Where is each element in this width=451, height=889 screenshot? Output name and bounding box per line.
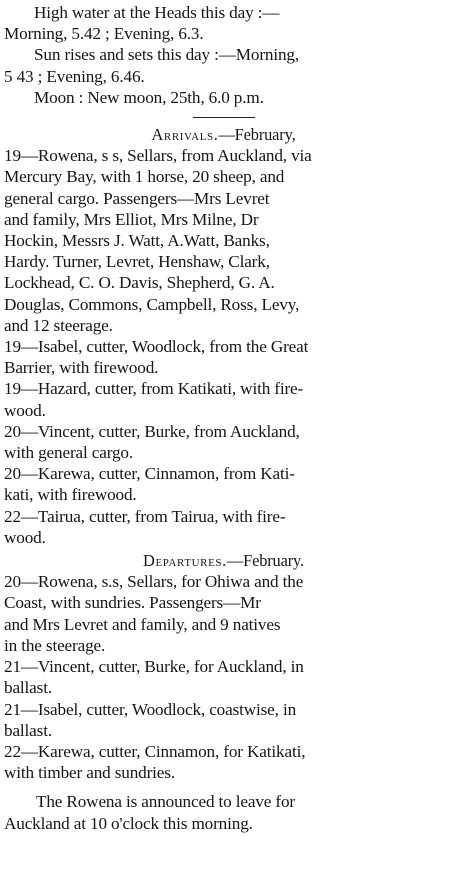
closing-notice-continued: [4, 813, 443, 834]
entry-line: 20—Karewa, cutter, Cinnamon, from Kati-: [4, 464, 295, 484]
sun-line: Sun rises and sets this day :—Morning,: [34, 45, 299, 65]
entry-line: kati, with firewood.: [4, 485, 137, 505]
entry-line: and family, Mrs Elliot, Mrs Milne, Dr: [4, 209, 259, 229]
entry-line: in the steerage.: [4, 635, 106, 655]
departures-heading: [4, 550, 443, 571]
entry-line: Barrier, with firewood.: [4, 358, 159, 378]
arrivals-heading: [4, 124, 443, 145]
arrival-entry: [4, 506, 443, 548]
entry-line: Mercury Bay, with 1 horse, 20 sheep, and: [4, 167, 285, 187]
entry-line: Hardy. Turner, Levret, Henshaw, Clark,: [4, 252, 270, 272]
entry-line: ballast.: [4, 678, 52, 698]
departure-entry: [4, 656, 443, 698]
entry-line: with timber and sundries.: [4, 763, 175, 783]
entry-line: Douglas, Commons, Campbell, Ross, Levy,: [4, 294, 300, 314]
entry-line: Coast, with sundries. Passengers—Mr: [4, 593, 261, 613]
high-water-times-line: Morning, 5.42 ; Evening, 6.3.: [4, 24, 204, 44]
entry-line: 19—Isabel, cutter, Woodlock, from the Great: [4, 337, 309, 357]
moon-line: Moon : New moon, 25th, 6.0 p.m.: [34, 87, 264, 107]
entry-line: 19—Hazard, cutter, from Katikati, with fire-: [4, 379, 304, 399]
entry-line: with general cargo.: [4, 443, 134, 463]
entry-line: 21—Vincent, cutter, Burke, for Auckland, in: [4, 657, 304, 677]
high-water-notice: [4, 2, 443, 23]
entry-line: Lockhead, C. O. Davis, Shepherd, G. A.: [4, 273, 275, 293]
departure-entry: [4, 699, 443, 741]
closing-line: The Rowena is announced to leave for: [36, 792, 296, 812]
arrival-entry: [4, 378, 443, 420]
departure-entry: [4, 741, 443, 783]
entry-line: 21—Isabel, cutter, Woodlock, coastwise, in: [4, 699, 297, 719]
entry-line: wood.: [4, 400, 46, 420]
moon-notice: [4, 87, 443, 108]
entry-line: 19—Rowena, s s, Sellars, from Auckland, via: [4, 146, 312, 166]
sun-notice: [4, 44, 443, 65]
entry-line: ballast.: [4, 720, 52, 740]
entry-line: 22—Tairua, cutter, from Tairua, with fire-: [4, 506, 286, 526]
departures-heading-word: Departures.: [143, 551, 227, 571]
entry-line: 22—Karewa, cutter, Cinnamon, for Katikati,: [4, 741, 306, 761]
entry-line: wood.: [4, 527, 46, 547]
arrival-entry: [4, 463, 443, 505]
departure-entry: [4, 571, 443, 656]
arrivals-heading-month: —February,: [218, 125, 296, 145]
sun-times: [4, 66, 443, 87]
entry-line: 20—Rowena, s.s, Sellars, for Ohiwa and the: [4, 572, 304, 592]
arrivals-list: [4, 145, 443, 548]
section-divider: [193, 117, 255, 118]
entry-line: and Mrs Levret and family, and 9 natives: [4, 614, 281, 634]
departures-heading-month: —February.: [226, 551, 304, 571]
arrivals-heading-word: Arrivals.: [151, 125, 219, 145]
entry-line: 20—Vincent, cutter, Burke, from Auckland,: [4, 421, 300, 441]
high-water-line: High water at the Heads this day :—: [34, 3, 280, 22]
departures-list: [4, 571, 443, 783]
arrival-entry: [4, 145, 443, 336]
arrival-entry: [4, 336, 443, 378]
entry-line: and 12 steerage.: [4, 315, 113, 335]
closing-notice: [4, 791, 443, 812]
entry-line: Hockin, Messrs J. Watt, A.Watt, Banks,: [4, 231, 270, 251]
arrival-entry: [4, 421, 443, 463]
entry-line: general cargo. Passengers—Mrs Levret: [4, 188, 270, 208]
closing-line: Auckland at 10 o'clock this morning.: [4, 813, 253, 833]
sun-times-line: 5 43 ; Evening, 6.46.: [4, 66, 145, 86]
high-water-times: [4, 23, 443, 44]
